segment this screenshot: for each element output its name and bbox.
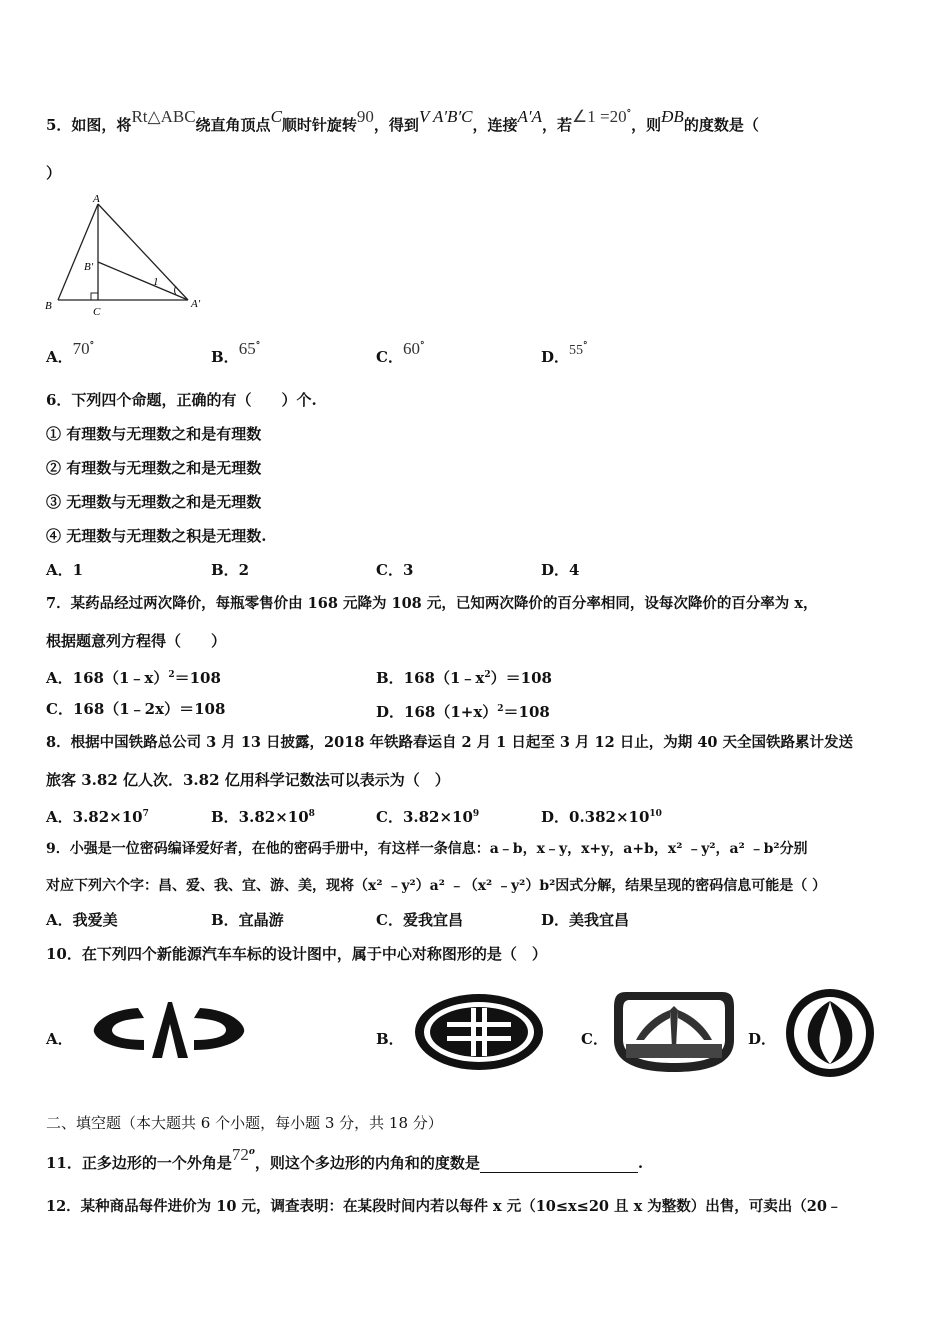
q5-stem: 5．如图，将Rt△ABC绕直角顶点C顺时针旋转90，得到V A′B′C，连接A′A，若∠1 =20°，则ÐB的度数是（ (46, 107, 759, 134)
q5-option-d: D．55° (541, 341, 588, 366)
q5-option-a: A．70° (46, 339, 95, 366)
q7-option-a: A．168（1﹣x）$^2$＝108 (46, 669, 221, 687)
faw-logo-image (413, 992, 545, 1072)
q10-label-b: B． (376, 1030, 404, 1048)
q10-label-c: C． (581, 1030, 608, 1048)
q6-option-b: B．2 (211, 561, 250, 579)
q9-stem-2: 对应下列六个字：昌、爱、我、宜、游、美，现将（x² ﹣y²）a² ﹣（x² ﹣y²）b²因式分解，结果呈现的密码信息可能是（ ） (46, 878, 827, 894)
fig-label-a1: A′ (191, 298, 201, 310)
q6-option-a: A．1 (46, 561, 84, 579)
q5-option-b: B．65° (211, 339, 261, 366)
q6-item-2: ② 有理数与无理数之和是无理数 (46, 459, 262, 477)
q6-stem: 6．下列四个命题，正确的有（ ）个. (46, 391, 317, 409)
q6-item-1: ① 有理数与无理数之和是有理数 (46, 425, 262, 443)
q5-option-c: C．60° (376, 339, 425, 366)
q6-option-d: D．4 (541, 561, 580, 579)
q10-stem: 10．在下列四个新能源汽车车标的设计图中，属于中心对称图形的是（ ） (46, 945, 547, 963)
baic-logo-image (612, 988, 736, 1074)
q11-stem: 11．正多边形的一个外角是72$^o$，则这个多边形的内角和的度数是 . (46, 1145, 644, 1172)
q7-option-d: D．$168(1+x)^2=108$ (376, 703, 550, 721)
q5-figure (40, 192, 215, 320)
q9-option-c: C．爱我宜昌 (376, 911, 463, 929)
fig-label-a: A (93, 193, 100, 205)
q7-stem-1: 7．某药品经过两次降价，每瓶零售价由 168 元降为 108 元，已知两次降价的百分率相同，设每次降价的百分率为 x， (46, 595, 818, 612)
fig-label-b1: B′ (84, 261, 94, 273)
q8-option-c: C．$3.82\times 10^9$ (376, 808, 480, 826)
q5-close: ） (46, 164, 62, 182)
q12-stem: 12．某种商品每件进价为 10 元，调查表明：在某段时间内若以每件 x 元（10≤x≤20 且 x 为整数）出售，可卖出（20﹣ (46, 1198, 842, 1215)
q8-option-d: D．$0.382\times 10^{10}$ (541, 808, 662, 826)
q9-stem-1: 9．小强是一位密码编译爱好者，在他的密码手册中，有这样一条信息：a﹣b，x﹣y，x+y，a+b，x² ﹣y²，a² ﹣b²分别 (46, 841, 808, 857)
q6-item-4: ④ 无理数与无理数之积是无理数. (46, 527, 267, 545)
q6-option-c: C．3 (376, 561, 414, 579)
q8-option-b: B．$3.82\times 10^8$ (211, 808, 315, 826)
dongfeng-logo-image (782, 988, 878, 1078)
q9-option-a: A．我爱美 (46, 911, 118, 929)
fig-label-b: B (45, 300, 52, 312)
fig-label-one: 1 (153, 276, 159, 288)
q6-item-3: ③ 无理数与无理数之和是无理数 (46, 493, 262, 511)
q9-option-b: B．宜晶游 (211, 911, 284, 929)
fig-label-c: C (93, 306, 101, 318)
q9-option-d: D．美我宜昌 (541, 911, 630, 929)
q7-option-c: C．168（1﹣2x）＝108 (46, 700, 226, 718)
q8-stem-2: 旅客 3.82 亿人次．3.82 亿用科学记数法可以表示为（ ） (46, 771, 450, 789)
q10-label-a: A． (46, 1030, 73, 1048)
q10-label-d: D． (748, 1030, 777, 1048)
q8-option-a: A．$3.82\times 10^7$ (46, 808, 149, 826)
q7-option-b: B．$168(1﹣x^2)=108$ (376, 669, 552, 687)
q11-answer-blank[interactable] (480, 1158, 638, 1173)
q8-stem-1: 8．根据中国铁路总公司 3 月 13 日披露，2018 年铁路春运自 2 月 1 日起至 3 月 12 日止，为期 40 天全国铁路累计发送 (46, 734, 854, 751)
q7-stem-2: 根据题意列方程得（ ） (46, 632, 227, 650)
chery-logo-image (88, 996, 250, 1062)
section-2-heading: 二、填空题（本大题共 6 个小题，每小题 3 分，共 18 分） (46, 1114, 443, 1132)
